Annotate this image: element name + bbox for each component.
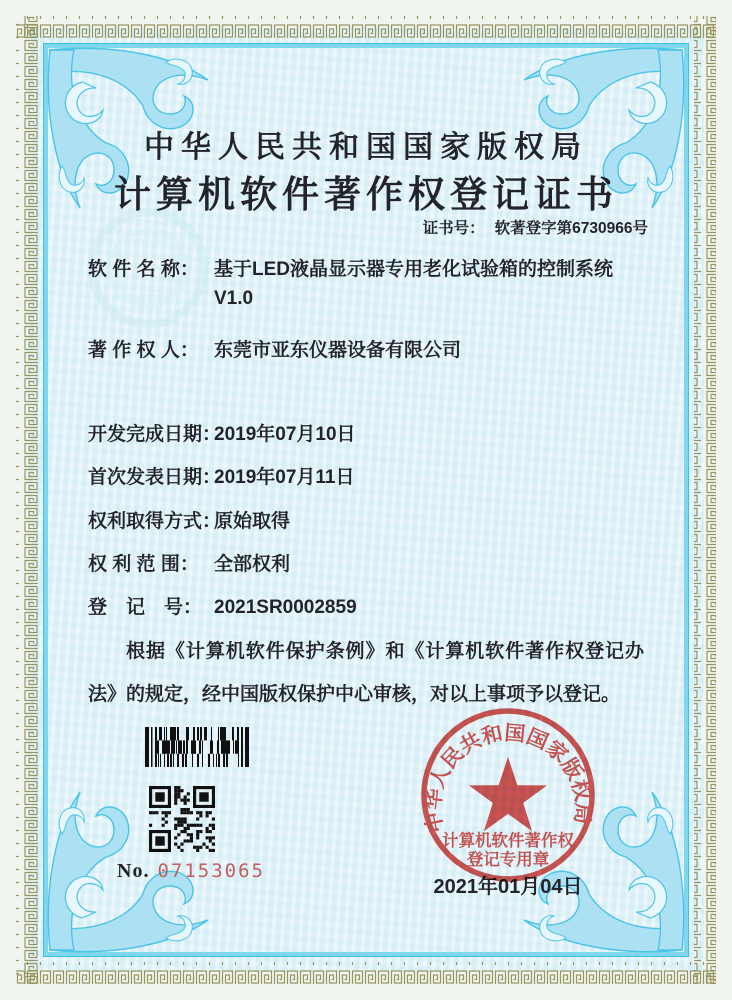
field-label: 权利取得方式： [88,511,222,532]
authority-title: 中华人民共和国国家版权局 [144,131,588,164]
field-copyright-owner [88,335,461,362]
field-value: 2019年07月11日 [214,467,355,488]
certificate-number-label: 证书号： [422,220,485,237]
field-label: 著 作 权 人： [88,340,199,361]
field-dev-complete-date [88,419,356,446]
field-label: 软 件 名 称： [88,259,199,280]
certificate-title: 计算机软件著作权登记证书 [114,175,618,216]
field-registration-number [88,592,357,619]
field-software-name [88,254,613,310]
field-label: 权 利 范 围： [88,554,199,575]
seal-line2: 登记专用章 [466,851,550,869]
registration-date: 2021年01月04日 [433,876,583,898]
serial-digits: 07153065 [157,860,265,882]
field-value-line2: V1.0 [214,288,254,309]
field-value: 东莞市亚东仪器设备有限公司 [214,340,462,361]
serial-label: No. [117,860,150,882]
field-value: 2021SR0002859 [214,597,357,618]
certificate-number [423,216,648,238]
field-label: 开发完成日期： [88,424,222,445]
seal-line1: 计算机软件著作权 [442,832,574,850]
field-value: 2019年07月10日 [214,424,356,445]
official-seal-icon [418,705,598,885]
field-value: 原始取得 [214,511,291,532]
field-value: 全部权利 [214,554,291,575]
registration-statement: 根据《计算机软件保护条例》和《计算机软件著作权登记办法》的规定，经中国版权保护中心审核，对以上事项予以登记。 [88,641,644,705]
pdf417-barcode-icon [145,727,249,767]
field-label: 登 记 号： [88,597,203,618]
field-first-publish-date [88,462,355,489]
field-value: 基于LED液晶显示器专用老化试验箱的控制系统 [214,259,614,280]
certificate-number-value: 软著登字第6730966号 [494,220,648,237]
serial-number [117,860,265,883]
field-label: 首次发表日期： [88,467,222,488]
seal-arc-text: 中华人民共和国国家版权局 [421,721,595,835]
qr-code-icon [149,786,215,852]
field-rights-acquisition [88,506,290,533]
field-rights-scope [88,549,290,576]
seal-star [469,757,547,831]
